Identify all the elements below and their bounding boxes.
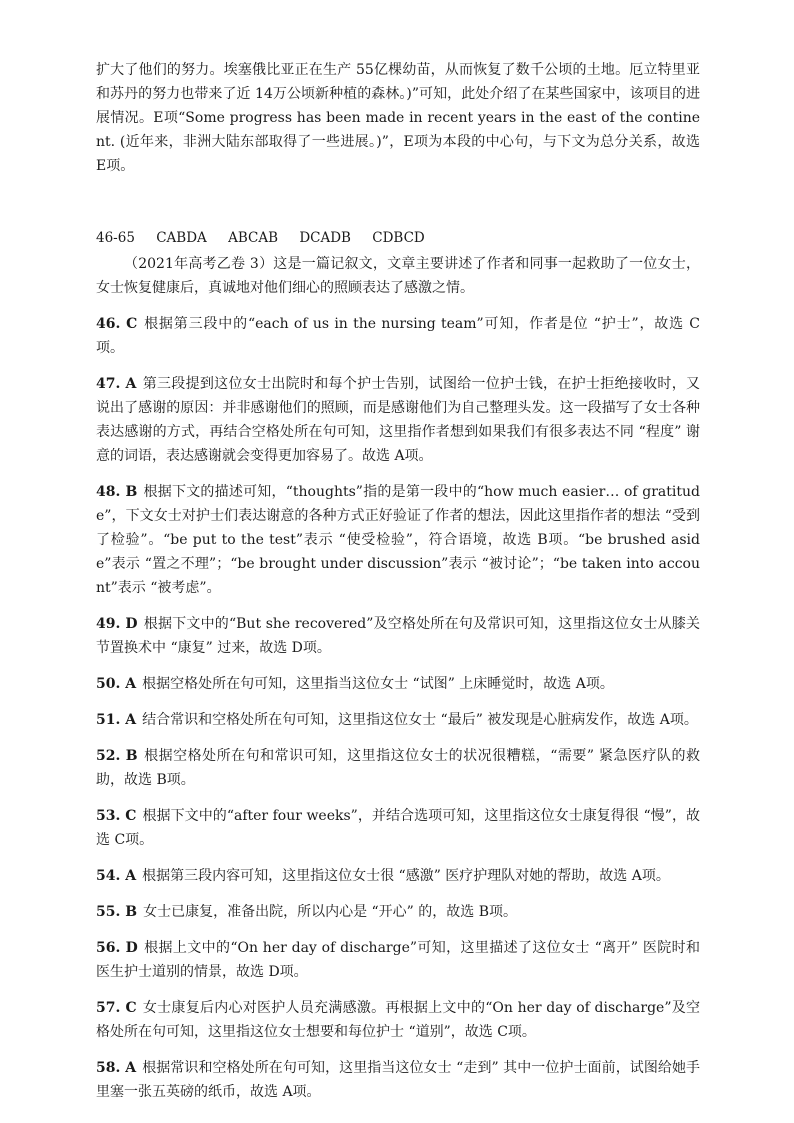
item-text: 结合常识和空格处所在句可知，这里指这位女士 “最后” 被发现是心脏病发作，故选 A项。 (142, 712, 698, 728)
explanation-item (96, 612, 700, 660)
item-text: 根据空格处所在句和常识可知，这里指这位女士的状况很糟糕，“需要” 紧急医疗队的救助，故选 B项。 (96, 748, 700, 788)
explanation-item (96, 804, 700, 852)
answer-group-4: CDBCD (372, 230, 425, 246)
answer-key-page (96, 58, 700, 1104)
item-text: 根据下文的描述可知，“thoughts”指的是第一段中的“how much easier… of gratitude”，下文女士对护士们表达谢意的各种方式正好验证了作者的想法，因此这里指作者的想法 “受到了检验”。“be put to the test”表示 “使受检验”，符合语境，故选 B项。“be brushed aside”表示 “置之不理”；“be brought under discussion”表示 “被讨论”；“be taken into account”表示 “被考虑”。 (96, 484, 700, 596)
answer-group-2: ABCAB (228, 230, 279, 246)
explanation-item (96, 936, 700, 984)
item-text: 女士已康复，准备出院，所以内心是 “开心” 的，故选 B项。 (143, 904, 518, 920)
explanation-item (96, 996, 700, 1044)
answer-range: 46-65 (96, 230, 135, 246)
item-number: 56. D (96, 940, 138, 956)
answer-sequence (96, 226, 700, 250)
item-number: 50. A (96, 676, 137, 692)
item-text: 根据常识和空格处所在句可知，这里指当这位女士 “走到” 其中一位护士面前，试图给她手里塞一张五英磅的纸币，故选 A项。 (96, 1060, 701, 1100)
item-number: 55. B (96, 904, 138, 920)
item-number: 48. B (96, 484, 138, 500)
item-number: 47. A (96, 376, 137, 392)
item-text: 根据第三段内容可知，这里指这位女士很 “感激” 医疗护理队对她的帮助，故选 A项。 (142, 868, 670, 884)
intro-paragraph: 扩大了他们的努力。埃塞俄比亚正在生产 55亿棵幼苗，从而恢复了数千公顷的土地。厄立特里亚和苏丹的努力也带来了近 14万公顷新种植的森林。)”可知，此处介绍了在某些国家中，该项目的进展情况。E项“Some progress has been made in recent years in the east of the continent. (近年来，非洲大陆东部取得了一些进展。)”，E项为本段的中心句，与下文为总分关系，故选 E项。 (96, 62, 700, 174)
item-text: 根据空格处所在句可知，这里指当这位女士 “试图” 上床睡觉时，故选 A项。 (142, 676, 614, 692)
item-text: 根据上文中的“On her day of discharge”可知，这里描述了这位女士 “离开” 医院时和医生护士道别的情景，故选 D项。 (96, 940, 700, 980)
item-text: 根据下文中的“after four weeks”，并结合选项可知，这里指这位女士康复得很 “慢”，故选 C项。 (96, 808, 701, 848)
item-text: 第三段提到这位女士出院时和每个护士告别，试图给一位护士钱，在护士拒绝接收时，又说出了感谢的原因：并非感谢他们的照顾，而是感谢他们为自己整理头发。这一段描写了女士各种表达感谢的方式，再结合空格处所在句可知，这里指作者想到如果我们有很多表达不同 “程度” 谢意的词语，表达感谢就会变得更加容易了。故选 A项。 (96, 376, 700, 464)
item-text: 女士康复后内心对医护人员充满感激。再根据上文中的“On her day of discharge”及空格处所在句可知，这里指这位女士想要和每位护士 “道别”，故选 C项。 (96, 1000, 700, 1040)
item-number: 53. C (96, 808, 137, 824)
item-number: 46. C (96, 316, 138, 332)
explanation-item (96, 864, 700, 888)
explanation-item (96, 744, 700, 792)
answer-group-3: DCADB (299, 230, 351, 246)
item-text: 根据第三段中的“each of us in the nursing team”可知，作者是位 “护士”，故选 C项。 (96, 316, 700, 356)
passage-summary: （2021年高考乙卷 3）这是一篇记叙文，文章主要讲述了作者和同事一起救助了一位女士，女士恢复健康后，真诚地对他们细心的照顾表达了感激之情。 (96, 256, 700, 296)
explanation-item (96, 1056, 700, 1104)
item-number: 54. A (96, 868, 137, 884)
explanation-item (96, 900, 700, 924)
item-number: 58. A (96, 1060, 137, 1076)
item-number: 52. B (96, 748, 138, 764)
explanation-item (96, 708, 700, 732)
item-text: 根据下文中的“But she recovered”及空格处所在句及常识可知，这里指这位女士从膝关节置换术中 “康复” 过来，故选 D项。 (96, 616, 700, 656)
item-number: 51. A (96, 712, 137, 728)
explanation-item (96, 312, 700, 360)
explanation-item (96, 672, 700, 696)
item-number: 49. D (96, 616, 138, 632)
explanation-item (96, 480, 700, 600)
explanation-list (96, 312, 700, 1104)
answer-group-1: CABDA (156, 230, 207, 246)
explanation-item (96, 372, 700, 468)
item-number: 57. C (96, 1000, 137, 1016)
